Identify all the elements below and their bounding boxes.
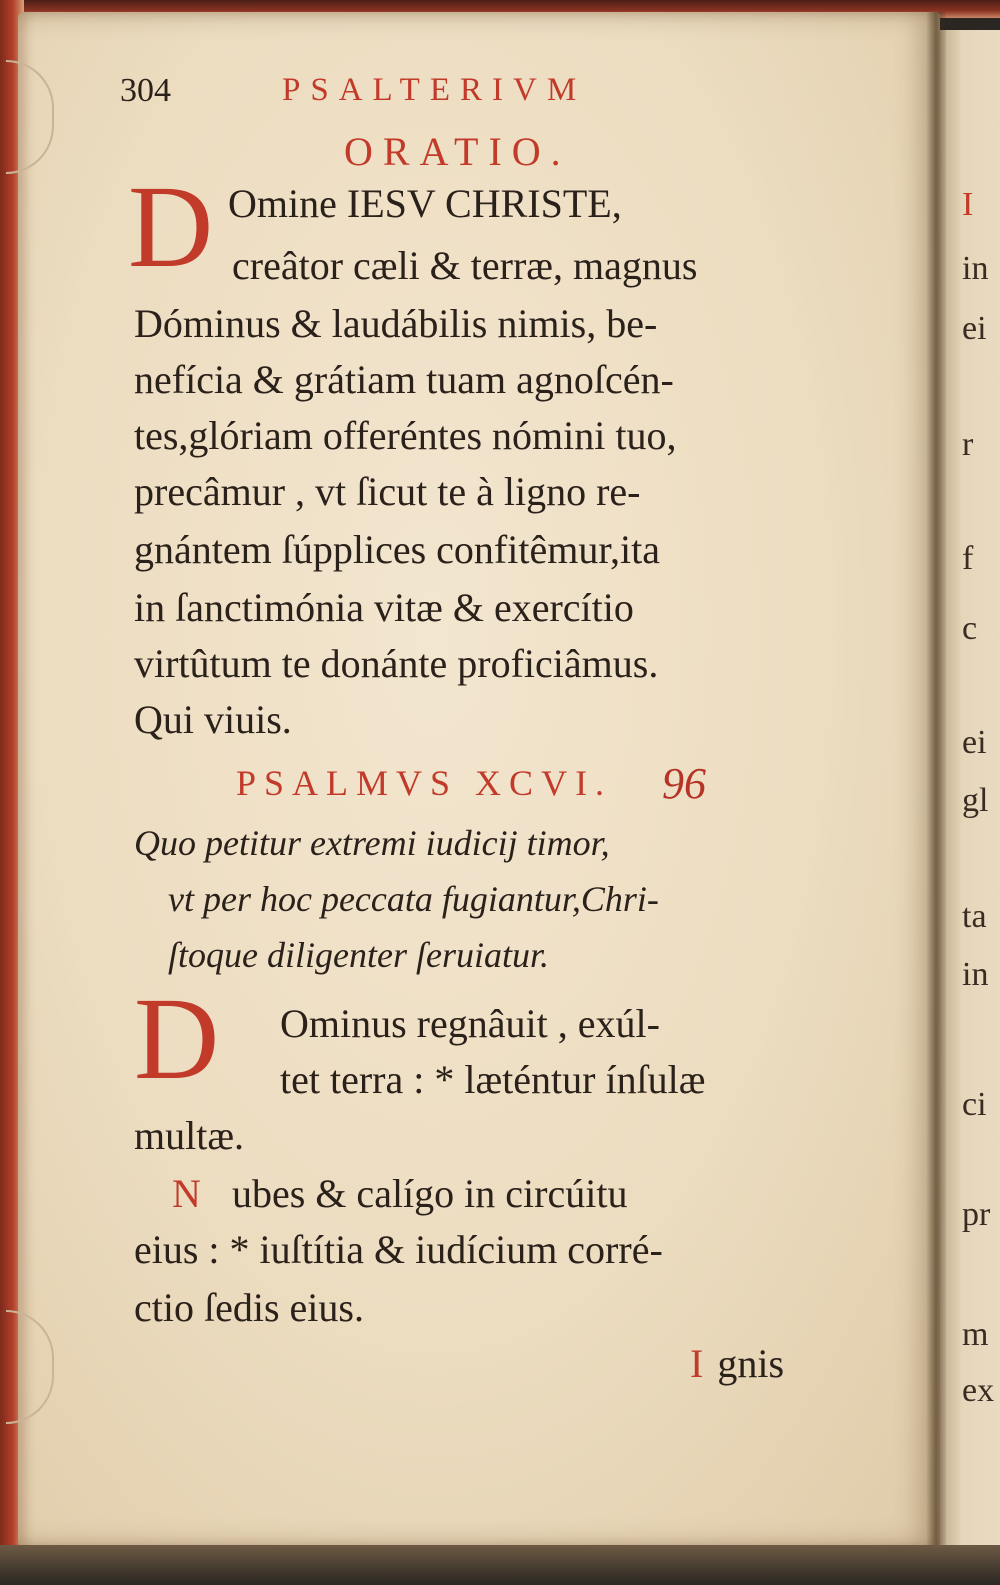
facing-page-fragment: c xyxy=(962,610,978,647)
verse-drop-cap: D xyxy=(134,973,220,1104)
oratio-line: Omine IESV CHRISTE, xyxy=(228,181,622,226)
facing-page-fragment: in xyxy=(962,956,989,993)
verse-line: ubes & calígo in circúitu xyxy=(232,1171,628,1216)
verse-line: eius : * iuſtítia & iudícium corré- xyxy=(134,1227,663,1272)
facing-page-fragment: ta xyxy=(962,898,987,935)
facing-page-fragment: ex xyxy=(962,1372,995,1409)
oratio-line: nefícia & grátiam tuam agnoſcén- xyxy=(134,357,674,402)
section-title: ORATIO. xyxy=(344,129,571,174)
psalm-summary-line: ſtoque diligenter ſeruiatur. xyxy=(168,935,549,975)
oratio-line: in ſanctimónia vitæ & exercítio xyxy=(134,585,634,630)
psalm-handwritten-number: 96 xyxy=(662,759,706,808)
catchword-text: gnis xyxy=(717,1341,785,1386)
oratio-line: gnántem ſúpplices confitêmur,ita xyxy=(134,527,661,572)
gutter-shadow xyxy=(926,12,946,1572)
oratio-line: creâtor cæli & terræ, magnus xyxy=(232,243,698,288)
verse-line: ctio ſedis eius. xyxy=(134,1285,364,1330)
oratio-drop-cap: D xyxy=(128,161,214,292)
facing-page-fragment: ei xyxy=(962,310,987,347)
oratio-line: tes,glóriam offeréntes nómini tuo, xyxy=(134,413,677,458)
psalm-title: PSALMVS XCVI. xyxy=(236,763,613,803)
facing-page-fragment: pr xyxy=(962,1196,991,1233)
facing-page-fragment: f xyxy=(962,540,974,577)
facing-page-fragment: ci xyxy=(962,1086,987,1123)
catchword xyxy=(690,1340,784,1387)
psalm-summary-line: Quo petitur extremi iudicij timor, xyxy=(134,823,610,863)
oratio-line: Qui viuis. xyxy=(134,697,292,742)
verse-line: multæ. xyxy=(134,1113,245,1158)
facing-page-fragment: m xyxy=(962,1316,989,1353)
catchword-initial: I xyxy=(690,1341,704,1386)
facing-page-fragment: r xyxy=(962,426,974,463)
facing-page-fragment: I xyxy=(962,186,974,223)
bottom-shadow xyxy=(0,1545,1000,1585)
verse-line: Ominus regnâuit , exúl- xyxy=(280,1001,660,1046)
oratio-line: virtûtum te donánte proficiâmus. xyxy=(134,641,659,686)
facing-page-fragment: in xyxy=(962,250,989,287)
psalm-summary-line: vt per hoc peccata fugiantur,Chri- xyxy=(168,879,659,919)
verse-initial: N xyxy=(172,1171,201,1216)
oratio-line: Dóminus & laudábilis nimis, be- xyxy=(134,301,658,346)
folio-number: 304 xyxy=(120,72,171,109)
verse-line: tet terra : * læténtur ínſulæ xyxy=(280,1057,706,1102)
running-head: PSALTERIVM xyxy=(282,72,587,108)
facing-page-fragment: ei xyxy=(962,724,987,761)
facing-page-fragment: gl xyxy=(962,782,989,819)
oratio-line: precâmur , vt ſicut te à ligno re- xyxy=(134,469,641,514)
